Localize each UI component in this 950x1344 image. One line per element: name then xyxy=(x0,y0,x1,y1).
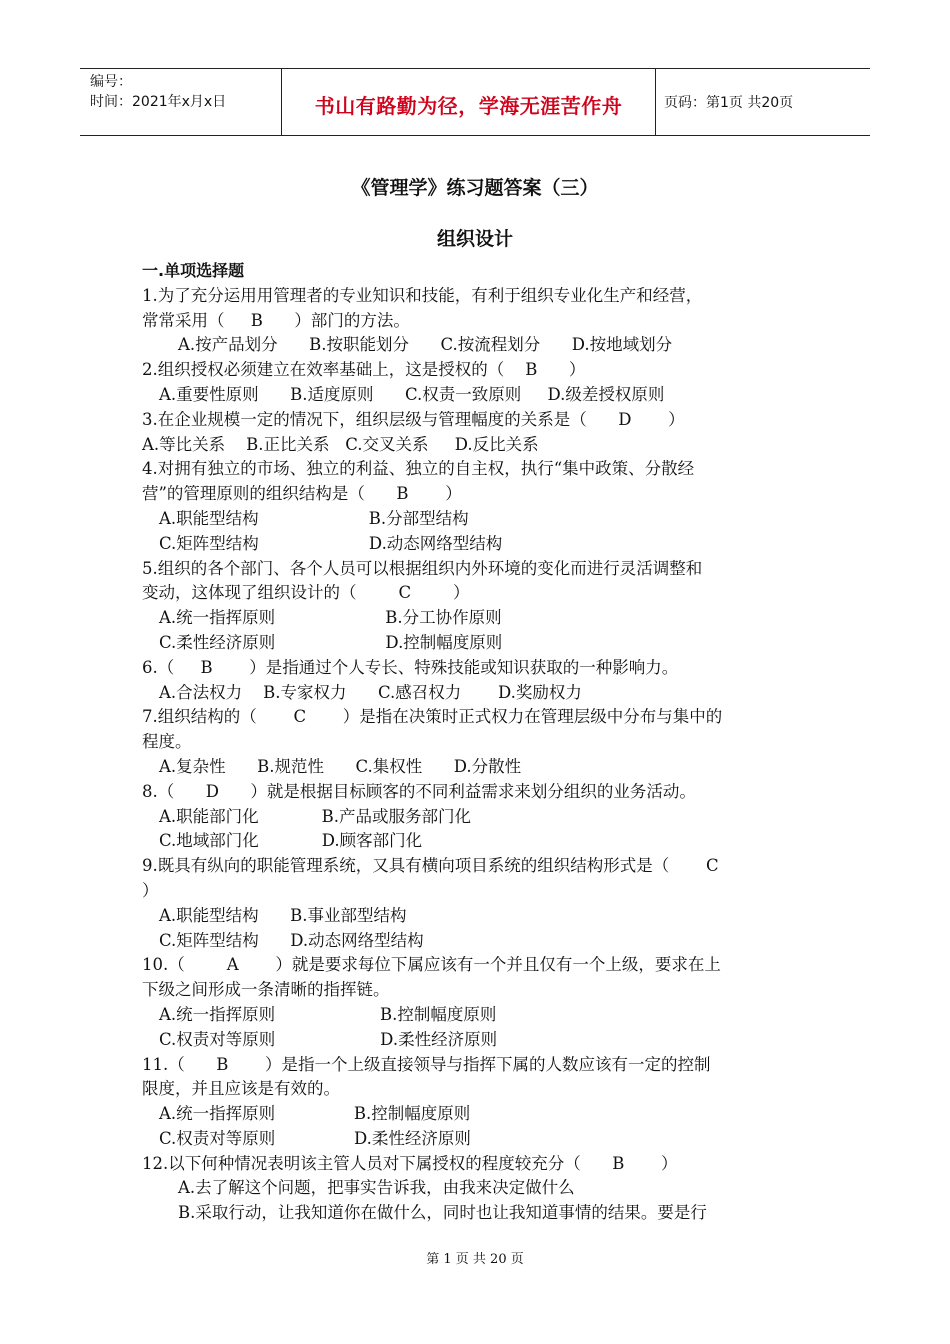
text-line: 6.（ B ）是指通过个人专长、特殊技能或知识获取的一种影响力。 xyxy=(142,657,679,677)
page-footer: 第 1 页 共 20 页 xyxy=(426,1252,524,1267)
text-line: A.职能型结构 B.事业部型结构 xyxy=(159,905,407,925)
text-line: 限度，并且应该是有效的。 xyxy=(142,1079,340,1099)
text-line: C.柔性经济原则 D.控制幅度原则 xyxy=(159,632,503,652)
text-line: C.权责对等原则 D.柔性经济原则 xyxy=(159,1128,471,1148)
text-line: 3.在企业规模一定的情况下，组织层级与管理幅度的关系是（ D ） xyxy=(142,409,685,429)
text-line: 11.（ B ）是指一个上级直接领导与指挥下属的人数应该有一定的控制 xyxy=(142,1054,711,1074)
text-line: A.职能型结构 B.分部型结构 xyxy=(159,508,469,528)
text-line: A.合法权力 B.专家权力 C.感召权力 D.奖励权力 xyxy=(159,682,582,702)
text-line: B.采取行动，让我知道你在做什么，同时也让我知道事情的结果。要是行 xyxy=(178,1203,707,1223)
text-line: 营”的管理原则的组织结构是（ B ） xyxy=(142,484,462,504)
document-body xyxy=(142,259,822,1226)
text-line: 4.对拥有独立的市场、独立的利益、独立的自主权，执行“集中政策、分散经 xyxy=(142,459,695,479)
text-line: C.权责对等原则 D.柔性经济原则 xyxy=(159,1029,498,1049)
text-line: 变动，这体现了组织设计的（ C ） xyxy=(142,583,470,603)
text-line: A.统一指挥原则 B.分工协作原则 xyxy=(159,608,502,628)
text-line: 9.既具有纵向的职能管理系统，又具有横向项目系统的组织结构形式是（ C xyxy=(142,856,719,876)
text-line: 程度。 xyxy=(142,732,192,752)
text-line: A.统一指挥原则 B.控制幅度原则 xyxy=(159,1004,497,1024)
section-heading: 一.单项选择题 xyxy=(142,261,245,280)
question-lines xyxy=(142,284,822,1226)
text-line: 8.（ D ）就是根据目标顾客的不同利益需求来划分组织的业务活动。 xyxy=(142,781,696,801)
text-line: ） xyxy=(142,880,159,900)
text-line: 下级之间形成一条清晰的指挥链。 xyxy=(142,980,390,1000)
page-header xyxy=(80,68,870,136)
text-line: A.去了解这个问题，把事实告诉我，由我来决定做什么 xyxy=(178,1178,575,1198)
header-page-info: 页码：第1页 共20页 xyxy=(664,95,794,111)
text-line: 12.以下何种情况表明该主管人员对下属授权的程度较充分（ B ） xyxy=(142,1153,678,1173)
text-line: C.矩阵型结构 D.动态网络型结构 xyxy=(159,533,503,553)
text-line: C.矩阵型结构 D.动态网络型结构 xyxy=(159,930,424,950)
text-line: A.等比关系 B.正比关系 C.交叉关系 D.反比关系 xyxy=(142,434,539,454)
text-line: 1.为了充分运用用管理者的专业知识和技能，有利于组织专业化生产和经营， xyxy=(142,285,703,305)
text-line: A.复杂性 B.规范性 C.集权性 D.分散性 xyxy=(159,756,522,776)
text-line: 2.组织授权必须建立在效率基础上，这是授权的（ B ） xyxy=(142,360,586,380)
text-line: 常常采用（ B ）部门的方法。 xyxy=(142,310,410,330)
document-title: 《管理学》练习题答案（三） xyxy=(351,177,599,199)
text-line: C.地域部门化 D.顾客部门化 xyxy=(159,831,423,851)
text-line: A.统一指挥原则 B.控制幅度原则 xyxy=(159,1104,471,1124)
text-line: 10.（ A ）就是要求每位下属应该有一个并且仅有一个上级，要求在上 xyxy=(142,955,721,975)
text-line: A.重要性原则 B.适度原则 C.权责一致原则 D.级差授权原则 xyxy=(159,384,665,404)
text-line: A.职能部门化 B.产品或服务部门化 xyxy=(159,806,471,826)
header-motto: 书山有路勤为径，学海无涯苦作舟 xyxy=(282,69,656,135)
document-subtitle: 组织设计 xyxy=(436,228,513,250)
text-line: 7.组织结构的（ C ）是指在决策时正式权力在管理层级中分布与集中的 xyxy=(142,707,723,727)
text-line: 5.组织的各个部门、各个人员可以根据组织内外环境的变化而进行灵活调整和 xyxy=(142,558,703,578)
time-label: 时间：2021年x月x日 xyxy=(90,94,227,110)
text-line: A.按产品划分 B.按职能划分 C.按流程划分 D.按地域划分 xyxy=(178,335,673,355)
number-label: 编号： xyxy=(90,74,132,90)
header-meta xyxy=(80,69,282,135)
